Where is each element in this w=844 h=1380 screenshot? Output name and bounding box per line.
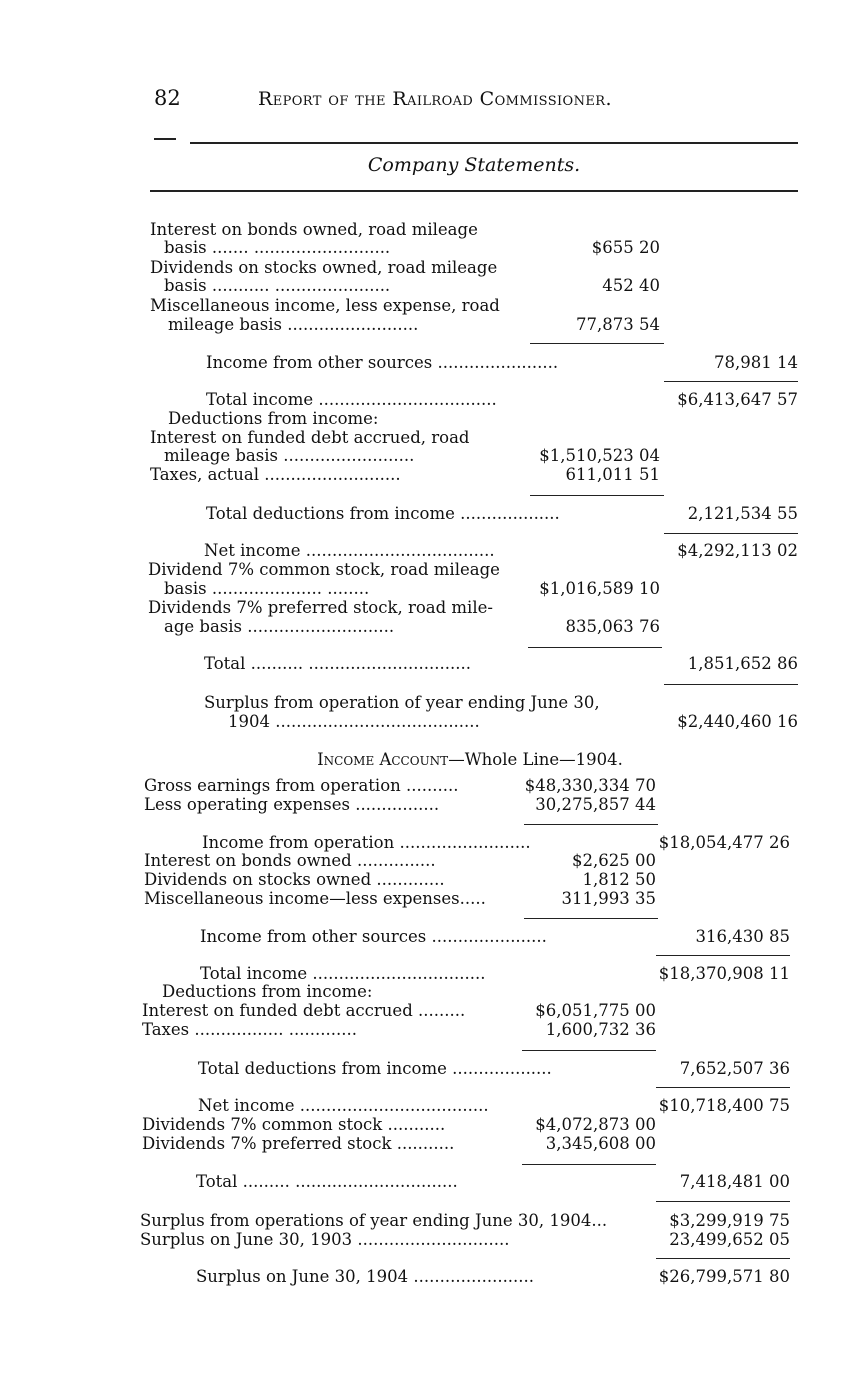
section-subtitle: Company Statements.	[367, 154, 581, 176]
row-label: mileage basis .........................	[168, 315, 419, 334]
subtotal-rule	[656, 955, 790, 956]
statement-row	[0, 446, 844, 466]
statement-row	[150, 258, 800, 278]
row-label: basis ....... ..........................	[164, 238, 391, 257]
row-value: 77,873 54	[576, 315, 660, 334]
statement-row	[0, 889, 844, 909]
subtotal-rule	[656, 1087, 790, 1088]
row-value: $1,510,523 04	[539, 446, 660, 465]
statement-row	[0, 390, 844, 410]
statement-row	[0, 579, 844, 599]
row-value: 30,275,857 44	[535, 795, 656, 814]
row-value: 2,121,534 55	[687, 504, 798, 523]
row-value: 611,011 51	[565, 465, 660, 484]
statement-row	[0, 1115, 844, 1135]
statement-row	[0, 504, 844, 524]
row-value: 316,430 85	[695, 927, 790, 946]
statement-row	[0, 353, 844, 373]
row-value: $18,370,908 11	[658, 964, 790, 983]
row-value: $655 20	[591, 238, 660, 257]
subtotal-rule	[522, 1164, 656, 1165]
row-label: Income from operation .........................	[202, 833, 531, 852]
row-label: Income from other sources ......................	[200, 927, 547, 946]
statement-row	[0, 1230, 844, 1250]
statement-row	[0, 851, 844, 871]
subtotal-rule	[530, 495, 664, 496]
statement-row	[0, 1211, 844, 1231]
row-label: Net income ....................................	[198, 1096, 489, 1115]
subtotal-rule	[664, 533, 798, 534]
row-value: 1,812 50	[582, 870, 656, 889]
statement-row	[0, 238, 844, 258]
row-value: 835,063 76	[565, 617, 660, 636]
row-value: $3,299,919 75	[669, 1211, 790, 1230]
row-label: Surplus from operations of year ending June 30, 1904...	[140, 1211, 608, 1230]
page-header	[154, 86, 800, 118]
row-label: Less operating expenses ................	[144, 795, 440, 814]
statement-row	[0, 964, 844, 984]
row-label: Total ......... ...............................	[196, 1172, 458, 1191]
row-label: Interest on funded debt accrued .........	[142, 1001, 466, 1020]
statement-row	[148, 598, 800, 618]
subtotal-rule	[528, 647, 662, 648]
row-value: 1,851,652 86	[687, 654, 798, 673]
row-label: mileage basis .........................	[164, 446, 415, 465]
row-value: $4,292,113 02	[677, 541, 798, 560]
row-value: 3,345,608 00	[545, 1134, 656, 1153]
row-value: 311,993 35	[561, 889, 656, 908]
statement-row	[0, 712, 844, 732]
row-value: $48,330,334 70	[524, 776, 656, 795]
subtotal-rule	[656, 1201, 790, 1202]
row-value: 452 40	[602, 276, 660, 295]
subtotal-rule	[524, 824, 658, 825]
statement-row	[150, 296, 800, 316]
section-heading: Income Account—Whole Line—1904.	[317, 750, 623, 769]
statement-row	[0, 1020, 844, 1040]
row-label: age basis ............................	[164, 617, 395, 636]
row-label: Surplus on June 30, 1904 .......................	[196, 1267, 535, 1286]
subtotal-rule	[656, 1258, 790, 1259]
statement-row	[0, 1134, 844, 1154]
statement-row	[0, 1096, 844, 1116]
row-value: $4,072,873 00	[535, 1115, 656, 1134]
statement-row	[0, 1172, 844, 1192]
row-label: Dividends on stocks owned, road mileage	[150, 258, 498, 277]
statement-row	[168, 409, 800, 429]
row-label: Dividends 7% preferred stock, road mile-	[148, 598, 493, 617]
row-value: $2,625 00	[572, 851, 656, 870]
row-label: Miscellaneous income—less expenses.....	[144, 889, 486, 908]
row-value: 1,600,732 36	[545, 1020, 656, 1039]
row-value: $10,718,400 75	[658, 1096, 790, 1115]
statement-row	[0, 1001, 844, 1021]
row-label: Total income ..................................	[206, 390, 497, 409]
statement-row	[0, 276, 844, 296]
row-label: Dividends 7% common stock ...........	[142, 1115, 446, 1134]
row-value: $6,413,647 57	[677, 390, 798, 409]
row-value: 78,981 14	[714, 353, 798, 372]
row-label: Net income ....................................	[204, 541, 495, 560]
page-number: 82	[154, 86, 181, 110]
running-title: Report of the Railroad Commissioner.	[258, 88, 612, 110]
statement-row	[0, 833, 844, 853]
statement-row	[0, 1059, 844, 1079]
row-label: Taxes ................. .............	[142, 1020, 357, 1039]
row-label: Total .......... ...............................	[204, 654, 471, 673]
row-label: Total deductions from income ...................	[206, 504, 560, 523]
row-label: Interest on funded debt accrued, road	[150, 428, 470, 447]
statement-row	[0, 654, 844, 674]
row-label: 1904 .......................................	[228, 712, 480, 731]
subtotal-rule	[530, 343, 664, 344]
statement-row	[162, 982, 800, 1002]
statement-row	[0, 315, 844, 335]
statement-row	[0, 465, 844, 485]
subtotal-rule	[524, 918, 658, 919]
statement-row	[0, 617, 844, 637]
row-label: Deductions from income:	[168, 409, 379, 428]
row-label: basis ..................... ........	[164, 579, 370, 598]
header-rule-short	[154, 138, 176, 140]
row-value: $18,054,477 26	[658, 833, 790, 852]
statement-row	[150, 220, 800, 240]
row-label: Miscellaneous income, less expense, road	[150, 296, 500, 315]
row-label: basis ........... ......................	[164, 276, 391, 295]
subtotal-rule	[664, 684, 798, 685]
row-label: Dividends on stocks owned .............	[144, 870, 445, 889]
row-label: Gross earnings from operation ..........	[144, 776, 459, 795]
header-rule	[190, 142, 798, 144]
statement-row	[0, 776, 844, 796]
row-value: $6,051,775 00	[535, 1001, 656, 1020]
row-label: Interest on bonds owned, road mileage	[150, 220, 478, 239]
row-value: 23,499,652 05	[669, 1230, 790, 1249]
row-value: $26,799,571 80	[658, 1267, 790, 1286]
statement-row	[150, 428, 800, 448]
subtotal-rule	[664, 381, 798, 382]
row-label: Total income .................................	[200, 964, 486, 983]
row-label: Taxes, actual ..........................	[150, 465, 401, 484]
row-label: Dividends 7% preferred stock ...........	[142, 1134, 455, 1153]
row-label: Surplus on June 30, 1903 .............................	[140, 1230, 510, 1249]
row-value: 7,652,507 36	[679, 1059, 790, 1078]
statement-row	[148, 560, 800, 580]
row-value: $2,440,460 16	[677, 712, 798, 731]
statement-row	[0, 795, 844, 815]
row-label: Total deductions from income ...................	[198, 1059, 552, 1078]
statement-row	[0, 1267, 844, 1287]
row-label: Surplus from operation of year ending June 30,	[204, 693, 600, 712]
row-label: Interest on bonds owned ...............	[144, 851, 436, 870]
statement-row	[0, 870, 844, 890]
row-label: Income from other sources .......................	[206, 353, 559, 372]
statement-row	[204, 693, 800, 713]
subtotal-rule	[522, 1050, 656, 1051]
statement-row	[0, 927, 844, 947]
row-label: Deductions from income:	[162, 982, 373, 1001]
row-value: 7,418,481 00	[679, 1172, 790, 1191]
row-value: $1,016,589 10	[539, 579, 660, 598]
row-label: Dividend 7% common stock, road mileage	[148, 560, 500, 579]
statement-row	[0, 541, 844, 561]
subtitle-rule	[150, 190, 798, 192]
